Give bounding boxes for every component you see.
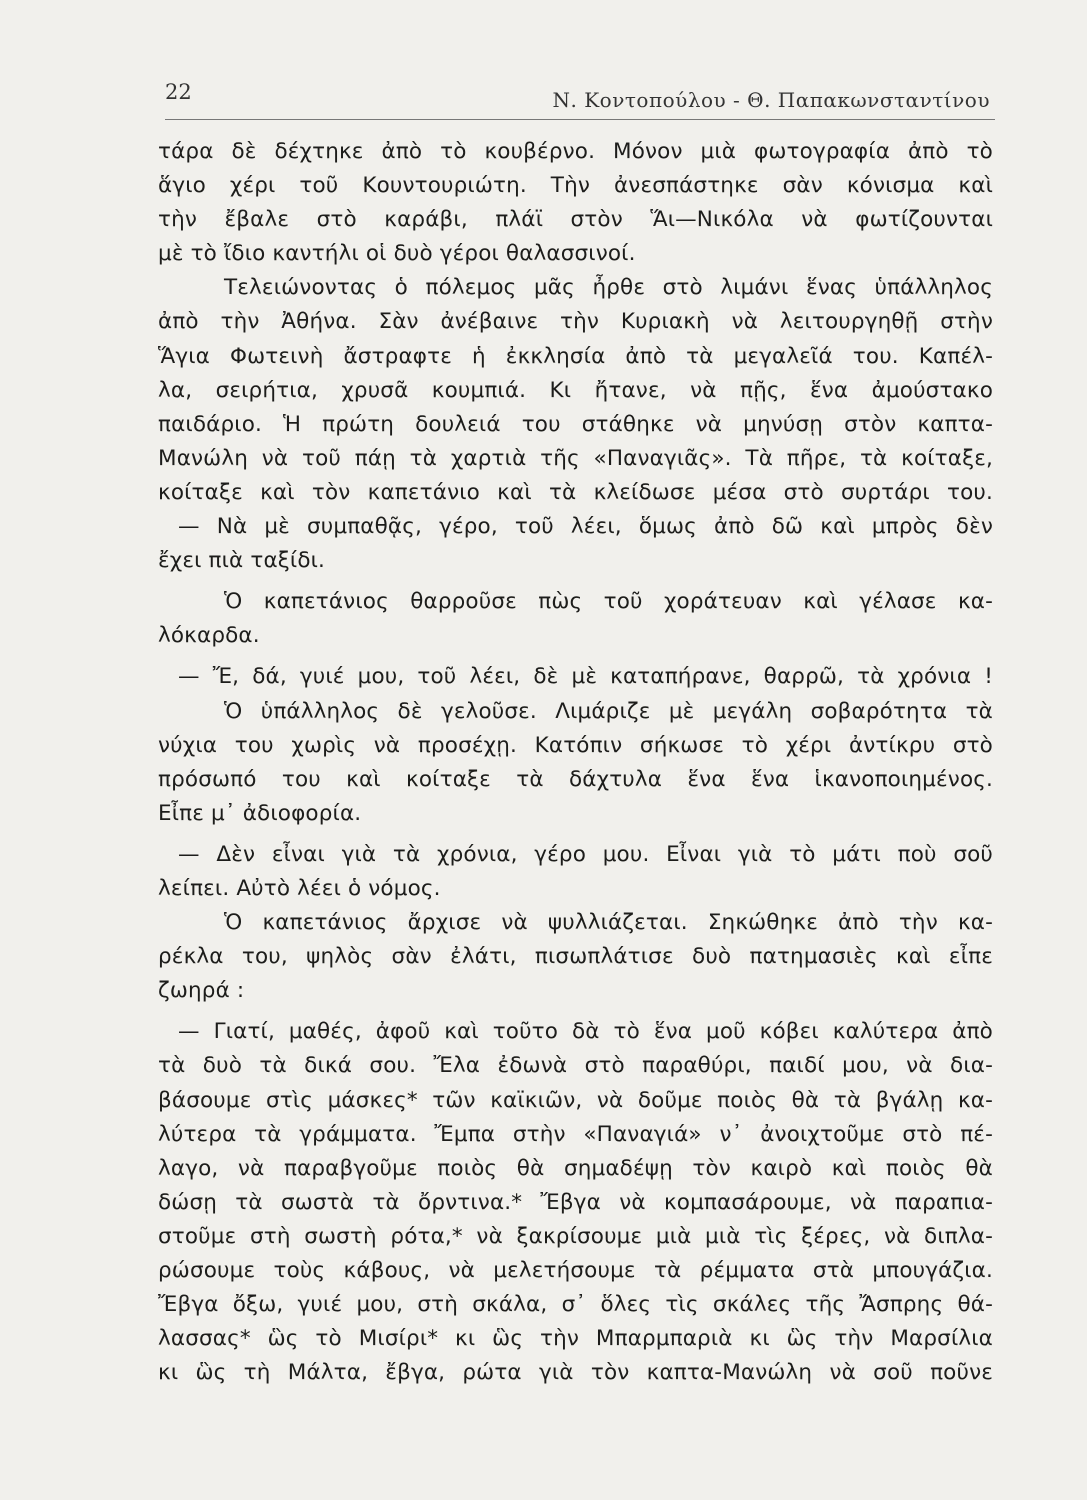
text-line: ἀπὸ τὴν Ἀθήνα. Σὰν ἀνέβαινε τὴν Κυριακὴ νὰ λειτουργηθῇ στὴν [158, 309, 993, 335]
text-line: λαγο, νὰ παραβγοῦμε ποιὸς θὰ σημαδέψῃ τὸν καιρὸ καὶ ποιὸς θὰ [158, 1155, 993, 1181]
text-line: Ὁ καπετάνιος θαρροῦσε πὼς τοῦ χοράτευαν καὶ γέλασε κα- [224, 589, 993, 615]
text-line: Ἅγια Φωτεινὴ ἄστραφτε ἡ ἐκκλησία ἀπὸ τὰ μεγαλεῖά του. Καπέλ- [158, 343, 993, 369]
text-line: — Ἔ, δά, γυιέ μου, τοῦ λέει, δὲ μὲ καταπήρανε, θαρρῶ, τὰ χρόνια ! [178, 664, 993, 690]
text-line: Ὁ καπετάνιος ἄρχισε νὰ ψυλλιάζεται. Σηκώθηκε ἀπὸ τὴν κα- [224, 910, 993, 936]
text-line: κι ὣς τὴ Μάλτα, ἔβγα, ρώτα γιὰ τὸν καπτα-Μανώλη νὰ σοῦ ποῦνε [158, 1360, 993, 1386]
text-line: τὴν ἔβαλε στὸ καράβι, πλάϊ στὸν Ἅι—Νικόλα νὰ φωτίζουνται [158, 207, 993, 233]
page-header [165, 80, 990, 120]
text-line: ἔχει πιὰ ταξίδι. [158, 548, 326, 574]
header-rule [165, 119, 995, 120]
text-line: ἅγιο χέρι τοῦ Κουντουριώτη. Τὴν ἀνεσπάστηκε σὰν κόνισμα καὶ [158, 173, 993, 199]
text-line: ρέκλα του, ψηλὸς σὰν ἐλάτι, πισωπλάτισε δυὸ πατημασιὲς καὶ εἶπε [158, 944, 993, 970]
body-text [158, 135, 993, 1390]
text-line: Ὁ ὑπάλληλος δὲ γελοῦσε. Λιμάριζε μὲ μεγάλη σοβαρότητα τὰ [224, 698, 993, 724]
text-line: Τελειώνοντας ὁ πόλεμος μᾶς ἦρθε στὸ λιμάνι ἕνας ὑπάλληλος [224, 275, 993, 301]
text-line: λόκαρδα. [158, 623, 260, 649]
text-line: Εἶπε μ᾽ ἀδιοφορία. [158, 800, 362, 826]
text-line: λα, σειρήτια, χρυσᾶ κουμπιά. Κι ἤτανε, νὰ πῇς, ἕνα ἀμούστακο [158, 377, 993, 403]
text-line: λασσας* ὣς τὸ Μισίρι* κι ὣς τὴν Μπαρμπαριὰ κι ὣς τὴν Μαρσίλια [158, 1326, 993, 1352]
text-line: Μανώλη νὰ τοῦ πάῃ τὰ χαρτιὰ τῆς «Παναγιᾶς». Τὰ πῆρε, τὰ κοίταξε, [158, 445, 993, 471]
text-line: λύτερα τὰ γράμματα. Ἔμπα στὴν «Παναγιά» ν᾽ ἀνοιχτοῦμε στὸ πέ- [158, 1121, 993, 1147]
text-line: — Γιατί, μαθές, ἀφοῦ καὶ τοῦτο δὰ τὸ ἕνα μοῦ κόβει καλύτερα ἀπὸ [178, 1019, 993, 1045]
text-line: ρώσουμε τοὺς κάβους, νὰ μελετήσουμε τὰ ρέμματα στὰ μπουγάζια. [158, 1258, 993, 1283]
text-line: τάρα δὲ δέχτηκε ἀπὸ τὸ κουβέρνο. Μόνον μιὰ φωτογραφία ἀπὸ τὸ [158, 139, 993, 164]
text-line: κοίταξε καὶ τὸν καπετάνιο καὶ τὰ κλείδωσε μέσα στὸ συρτάρι του. [158, 479, 993, 505]
text-line: βάσουμε στὶς μάσκες* τῶν καϊκιῶν, νὰ δοῦμε ποιὸς θὰ τὰ βγάλῃ κα- [158, 1087, 993, 1113]
text-line: νύχια του χωρὶς νὰ προσέχῃ. Κατόπιν σήκωσε τὸ χέρι ἀντίκρυ στὸ [158, 732, 993, 758]
text-line: — Νὰ μὲ συμπαθᾷς, γέρο, τοῦ λέει, ὅμως ἀπὸ δῶ καὶ μπρὸς δὲν [178, 514, 993, 540]
text-line: παιδάριο. Ἡ πρώτη δουλειά του στάθηκε νὰ μηνύσῃ στὸν καπτα- [158, 411, 993, 437]
running-head: Ν. Κοντοπούλου - Θ. Παπακωνσταντίνου [552, 88, 990, 112]
text-line: λείπει. Αὐτὸ λέει ὁ νόμος. [158, 875, 441, 901]
text-line: πρόσωπό του καὶ κοίταξε τὰ δάχτυλα ἕνα ἕνα ἱκανοποιημένος. [158, 766, 993, 792]
text-line: — Δὲν εἶναι γιὰ τὰ χρόνια, γέρο μου. Εἶναι γιὰ τὸ μάτι ποὺ σοῦ [178, 841, 993, 867]
text-line: μὲ τὸ ἴδιο καντήλι οἱ δυὸ γέροι θαλασσινοί. [158, 241, 636, 267]
text-line: τὰ δυὸ τὰ δικά σου. Ἔλα ἐδωνὰ στὸ παραθύρι, παιδί μου, νὰ δια- [158, 1053, 993, 1079]
text-line: Ἔβγα ὄξω, γυιέ μου, στὴ σκάλα, σ᾽ ὅλες τὶς σκάλες τῆς Ἄσπρης θά- [158, 1292, 993, 1318]
text-line: στοῦμε στὴ σωστὴ ρότα,* νὰ ξακρίσουμε μιὰ μιὰ τὶς ξέρες, νὰ διπλα- [158, 1223, 993, 1249]
text-line: ζωηρά : [158, 978, 245, 1004]
text-line: δώσῃ τὰ σωστὰ τὰ ὄρντινα.* Ἔβγα νὰ κομπασάρουμε, νὰ παραπια- [158, 1189, 993, 1215]
page-number: 22 [165, 80, 192, 104]
